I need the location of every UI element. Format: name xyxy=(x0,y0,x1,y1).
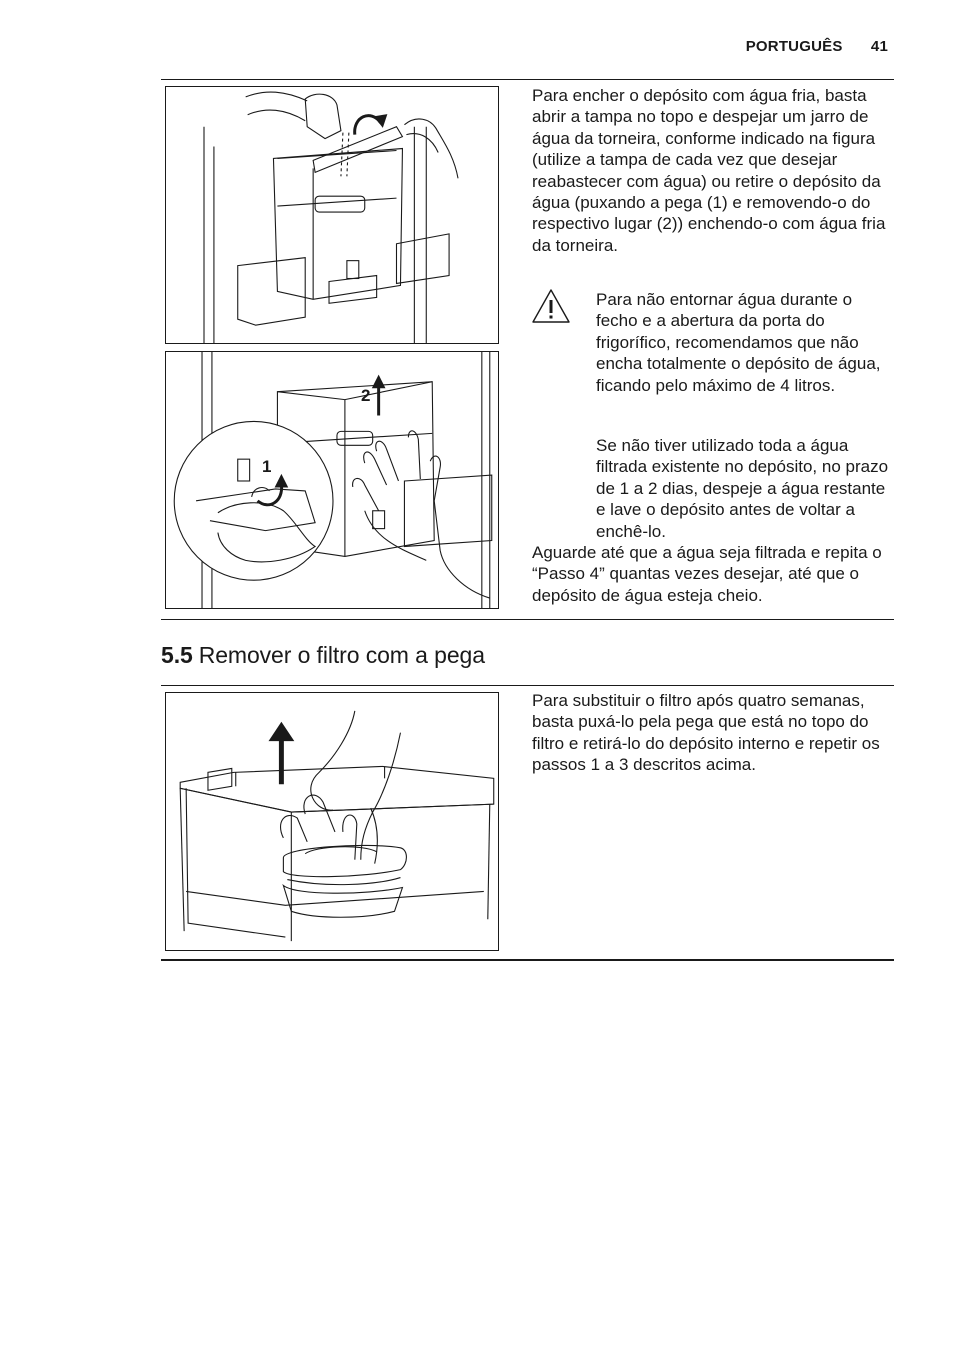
figure-remove-tank xyxy=(165,351,499,609)
warning-text-1: Para não entornar água durante o fecho e a abertura da porta do frigorífico, recomendamos que não encha totalmente o depósito de água, ficando pelo máximo de 4 litros. xyxy=(596,290,881,395)
bottom-rule xyxy=(161,959,894,961)
section-paragraph: Para substituir o filtro após quatro semanas, basta puxá-lo pela pega que está no topo do filtro e retirá-lo do depósito interno e repetir os passos 1 a 3 descritos acima. xyxy=(532,691,880,775)
page-header xyxy=(746,38,888,55)
header-language: PORTUGUÊS xyxy=(745,38,843,55)
fill-jug-illustration xyxy=(166,87,498,343)
warning-text-2: Se não tiver utilizado toda a água filtrada existente no depósito, no prazo de 1 a 2 dias, despeje a água restante e lave o depósito antes de voltar a enchê-lo. xyxy=(596,436,889,541)
page-number: 41 xyxy=(870,38,888,55)
fill-paragraph: Para encher o depósito com água fria, basta abrir a tampa no topo e despejar um jarro de água da torneira, conforme indicado na figura (utilize a tampa de cada vez que desejar reabastecer com água) ou retire o depósito da água (puxando a pega (1) e removendo-o do respectivo lugar (2)) enchendo-o com água fria da torneira. xyxy=(532,86,886,255)
figure-label-1: 1 xyxy=(262,457,272,476)
section-divider xyxy=(161,619,894,620)
section-number: 5.5 xyxy=(161,642,193,668)
section-title-text: Remover o filtro com a pega xyxy=(198,642,485,668)
figure-remove-filter xyxy=(165,692,499,951)
section-title xyxy=(161,642,485,669)
section-top-rule xyxy=(161,685,894,686)
figure-label-2: 2 xyxy=(361,386,371,405)
remove-filter-illustration xyxy=(166,693,498,950)
warning-triangle-icon xyxy=(530,287,572,325)
closing-paragraph: Aguarde até que a água seja filtrada e repita o “Passo 4” quantas vezes desejar, até que o depósito de água esteja cheio. xyxy=(532,543,882,605)
remove-tank-illustration xyxy=(166,352,498,608)
top-rule xyxy=(161,79,894,80)
figure-fill-jug xyxy=(165,86,499,344)
